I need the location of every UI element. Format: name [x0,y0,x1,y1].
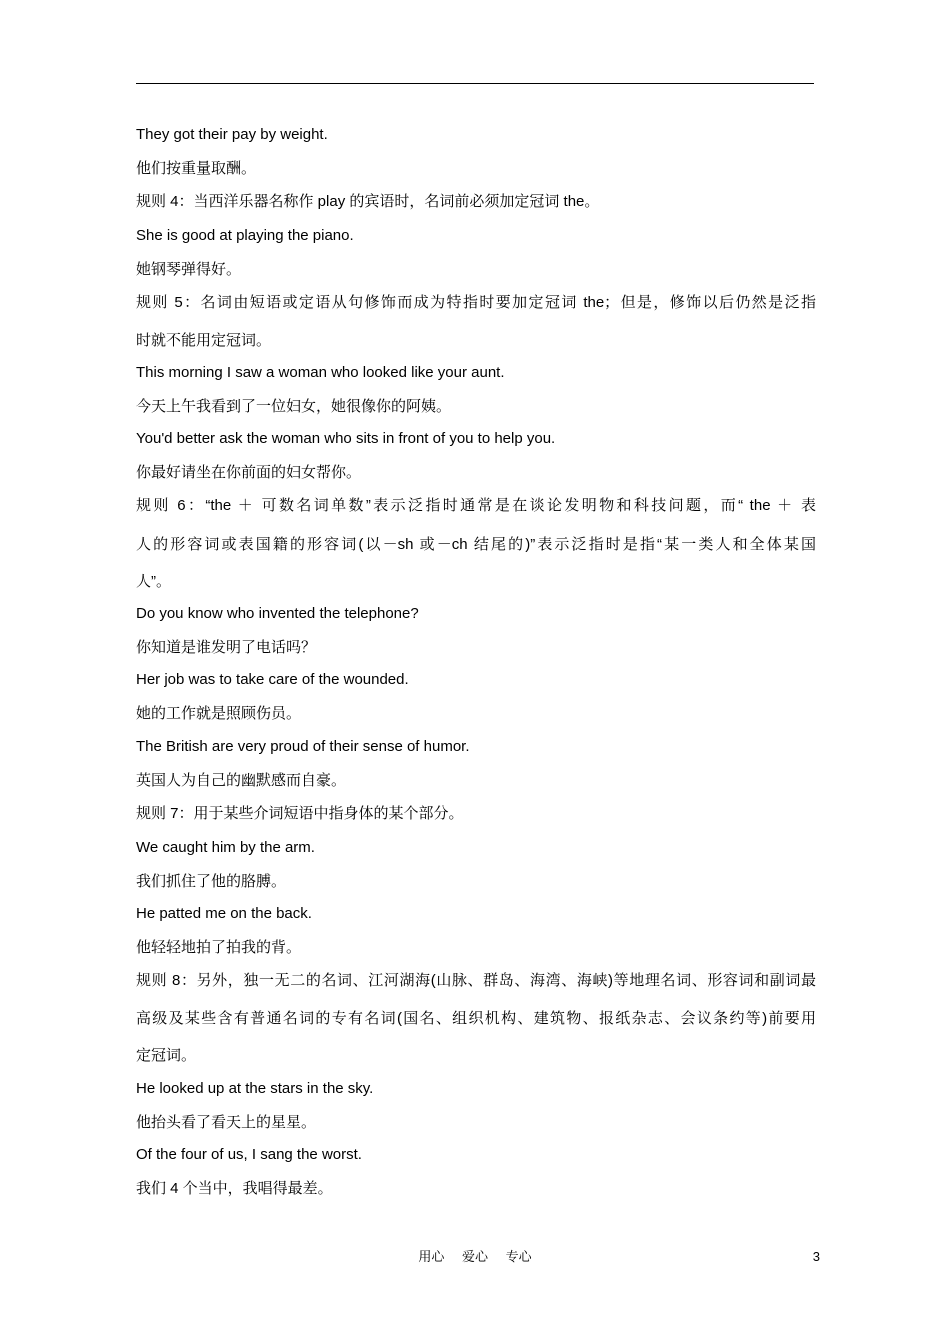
text-line: They got their pay by weight. [136,126,328,143]
text-line: 他轻轻地拍了拍我的背。 [136,939,302,956]
text-line: 我们 4 个当中，我唱得最差。 [136,1180,333,1197]
text-line: 英国人为自己的幽默感而自豪。 [136,772,347,789]
rule-heading: 规则 8：另外，独一无二的名词、江河湖海(山脉、群岛、海湾、海峡)等地理名词、形容词和副词最 [136,972,816,989]
rule-heading: 规则 7：用于某些介词短语中指身体的某个部分。 [136,805,464,822]
page-number: 3 [812,1249,820,1264]
rule-heading: 规则 4：当西洋乐器名称作 play 的宾语时，名词前必须加定冠词 the。 [136,193,600,210]
text-line: You'd better ask the woman who sits in front of you to help you. [136,430,556,447]
text-line: 定冠词。 [136,1047,197,1064]
rule-heading: 规则 6：“the ＋ 可数名词单数”表示泛指时通常是在谈论发明物和科技问题，而“ the ＋ 表 [136,497,816,514]
text-line: 人的形容词或表国籍的形容词(以－sh 或－ch 结尾的)”表示泛指时是指“某一类人和全体某国 [136,536,816,553]
rule-heading: 规则 5：名词由短语或定语从句修饰而成为特指时要加定冠词 the；但是，修饰以后仍然是泛指 [136,294,816,311]
text-line: He patted me on the back. [136,905,312,922]
text-line: She is good at playing the piano. [136,227,354,244]
text-line: 他们按重量取酬。 [136,160,257,177]
text-line: We caught him by the arm. [136,839,315,856]
text-line: 高级及某些含有普通名词的专有名词(国名、组织机构、建筑物、报纸杂志、会议条约等)前要用 [136,1010,816,1027]
text-line: He looked up at the stars in the sky. [136,1080,374,1097]
text-line: Her job was to take care of the wounded. [136,671,409,688]
text-line: This morning I saw a woman who looked like your aunt. [136,364,505,381]
text-line: 今天上午我看到了一位妇女，她很像你的阿姨。 [136,398,452,415]
text-line: 你最好请坐在你前面的妇女帮你。 [136,464,362,481]
text-line: 她钢琴弹得好。 [136,261,242,278]
footer-motto: 用心 爱心 专心 [418,1249,532,1264]
header-rule [136,83,814,84]
text-line: 人”。 [136,573,171,590]
text-line: 她的工作就是照顾伤员。 [136,705,302,722]
text-line: Of the four of us, I sang the worst. [136,1146,362,1163]
text-line: 时就不能用定冠词。 [136,332,272,349]
text-line: The British are very proud of their sense of humor. [136,738,470,755]
text-line: Do you know who invented the telephone? [136,605,419,622]
text-line: 我们抓住了他的胳膊。 [136,873,287,890]
text-line: 你知道是谁发明了电话吗？ [136,639,317,656]
text-line: 他抬头看了看天上的星星。 [136,1114,317,1131]
